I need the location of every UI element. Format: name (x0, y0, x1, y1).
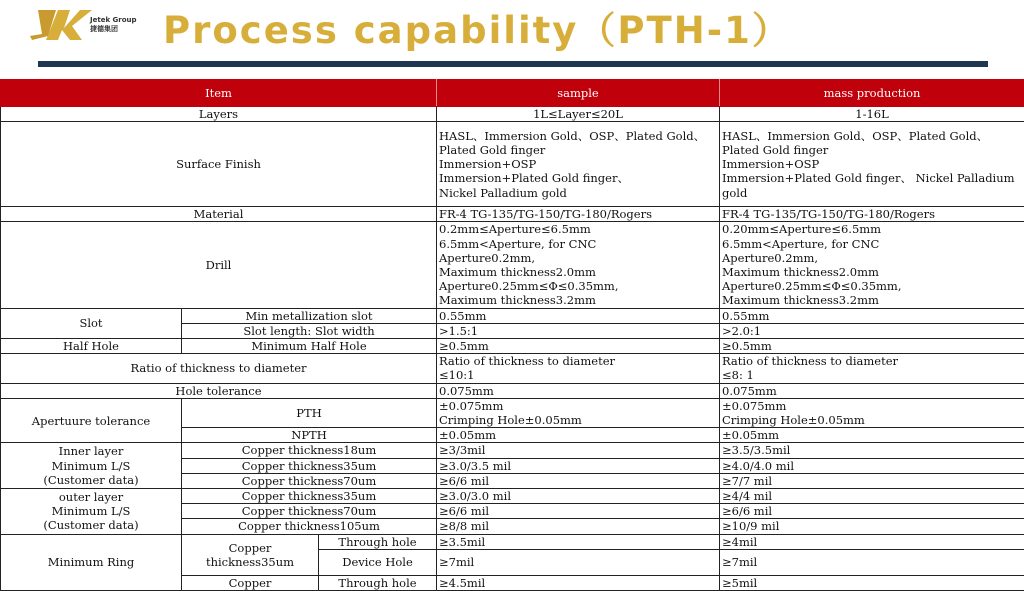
table-row (1, 489, 1024, 504)
cell-mass: ≥6/6 mil (720, 504, 1024, 519)
page-title: Process capability（PTH-1） (163, 0, 791, 54)
sub-label: Minimum Half Hole (182, 339, 437, 354)
cell-sample: ≥7mil (437, 549, 720, 575)
cell-sample: ±0.075mm Crimping Hole±0.05mm (437, 398, 720, 427)
process-capability-table (0, 79, 1024, 591)
logo-subtitle-en: Jetek Group (90, 16, 137, 25)
sub-label: Copper thickness105um (182, 519, 437, 534)
title-divider (38, 61, 988, 67)
cell-mass: 0.20mm≤Aperture≤6.5mm 6.5mm<Aperture, for CNC Aperture0.2mm, Maximum thickness2.0mm Aperture0.25mm≤Φ≤0.35mm, Maximum thickness3.2mm (720, 222, 1024, 308)
cell-sample: 0.55mm (437, 308, 720, 323)
cell-mass: ≥7/7 mil (720, 473, 1024, 488)
header-sample: sample (437, 80, 720, 107)
table-row (1, 339, 1024, 354)
cell-mass: FR-4 TG-135/TG-150/TG-180/Rogers (720, 207, 1024, 222)
sub-sub-label: Device Hole (319, 549, 437, 575)
sub-label: Min metallization slot (182, 308, 437, 323)
row-label: Hole tolerance (1, 383, 437, 398)
row-label: Ratio of thickness to diameter (1, 354, 437, 383)
cell-sample: ≥6/6 mil (437, 473, 720, 488)
cell-sample: ≥8/8 mil (437, 519, 720, 534)
table-row (1, 443, 1024, 458)
cell-sample: ≥3.5mil (437, 534, 720, 549)
cell-sample: 0.075mm (437, 383, 720, 398)
table-row (1, 207, 1024, 222)
cell-sample: HASL、Immersion Gold、OSP、Plated Gold、Plated Gold finger Immersion+OSP Immersion+Plated Gold finger、 Nickel Palladium gold (437, 122, 720, 207)
sub-sub-label: Through hole (319, 534, 437, 549)
cell-sample: FR-4 TG-135/TG-150/TG-180/Rogers (437, 207, 720, 222)
table-row (1, 534, 1024, 549)
cell-mass: 1-16L (720, 107, 1024, 122)
sub-label: Copper thickness35um (182, 534, 319, 575)
table-row (1, 383, 1024, 398)
table-row (1, 308, 1024, 323)
cell-sample: Ratio of thickness to diameter ≤10:1 (437, 354, 720, 383)
sub-sub-label: Through hole (319, 575, 437, 590)
cell-sample: ≥3/3mil (437, 443, 720, 458)
sub-label: Copper (182, 575, 319, 590)
cell-mass: ±0.075mm Crimping Hole±0.05mm (720, 398, 1024, 427)
row-label: Minimum Ring (1, 534, 182, 590)
sub-label: Copper thickness35um (182, 489, 437, 504)
logo-text (90, 16, 137, 34)
cell-sample: ≥0.5mm (437, 339, 720, 354)
cell-mass: ≥7mil (720, 549, 1024, 575)
table-row (1, 107, 1024, 122)
cell-mass: Ratio of thickness to diameter ≤8: 1 (720, 354, 1024, 383)
row-label: Surface Finish (1, 122, 437, 207)
sub-label: NPTH (182, 428, 437, 443)
cell-mass: ≥0.5mm (720, 339, 1024, 354)
row-label: Inner layer Minimum L/S (Customer data) (1, 443, 182, 489)
table-row (1, 222, 1024, 308)
row-label: Drill (1, 222, 437, 308)
cell-mass: ≥3.5/3.5mil (720, 443, 1024, 458)
cell-mass: ≥4mil (720, 534, 1024, 549)
cell-sample: ≥6/6 mil (437, 504, 720, 519)
header-mass-production: mass production (720, 80, 1024, 107)
sub-label: Slot length: Slot width (182, 323, 437, 338)
sub-label: PTH (182, 398, 437, 427)
row-label: Half Hole (1, 339, 182, 354)
sub-label: Copper thickness35um (182, 458, 437, 473)
cell-sample: >1.5:1 (437, 323, 720, 338)
cell-mass: 0.55mm (720, 308, 1024, 323)
row-label: Apertuure tolerance (1, 398, 182, 443)
cell-sample: ≥4.5mil (437, 575, 720, 590)
header-item: Item (1, 80, 437, 107)
row-label: Material (1, 207, 437, 222)
cell-mass: ≥10/9 mil (720, 519, 1024, 534)
cell-mass: >2.0:1 (720, 323, 1024, 338)
row-label: outer layer Minimum L/S (Customer data) (1, 489, 182, 535)
cell-mass: ≥4.0/4.0 mil (720, 458, 1024, 473)
cell-sample: 0.2mm≤Aperture≤6.5mm 6.5mm<Aperture, for CNC Aperture0.2mm, Maximum thickness2.0mm Aperture0.25mm≤Φ≤0.35mm, Maximum thickness3.2mm (437, 222, 720, 308)
cell-mass: HASL、Immersion Gold、OSP、Plated Gold、Plated Gold finger Immersion+OSP Immersion+Plated Gold finger、 Nickel Palladium gold (720, 122, 1024, 207)
cell-mass: ±0.05mm (720, 428, 1024, 443)
table-row (1, 122, 1024, 207)
cell-sample: ±0.05mm (437, 428, 720, 443)
row-label: Layers (1, 107, 437, 122)
row-label: Slot (1, 308, 182, 338)
table-row (1, 354, 1024, 383)
sub-label: Copper thickness70um (182, 504, 437, 519)
cell-mass: ≥5mil (720, 575, 1024, 590)
sub-label: Copper thickness70um (182, 473, 437, 488)
cell-sample: ≥3.0/3.0 mil (437, 489, 720, 504)
sub-label: Copper thickness18um (182, 443, 437, 458)
cell-sample: ≥3.0/3.5 mil (437, 458, 720, 473)
cell-mass: 0.075mm (720, 383, 1024, 398)
table-row (1, 398, 1024, 427)
cell-sample: 1L≤Layer≤20L (437, 107, 720, 122)
table-header-row (1, 80, 1024, 107)
logo-subtitle-cn: 捷德集团 (90, 25, 137, 34)
cell-mass: ≥4/4 mil (720, 489, 1024, 504)
